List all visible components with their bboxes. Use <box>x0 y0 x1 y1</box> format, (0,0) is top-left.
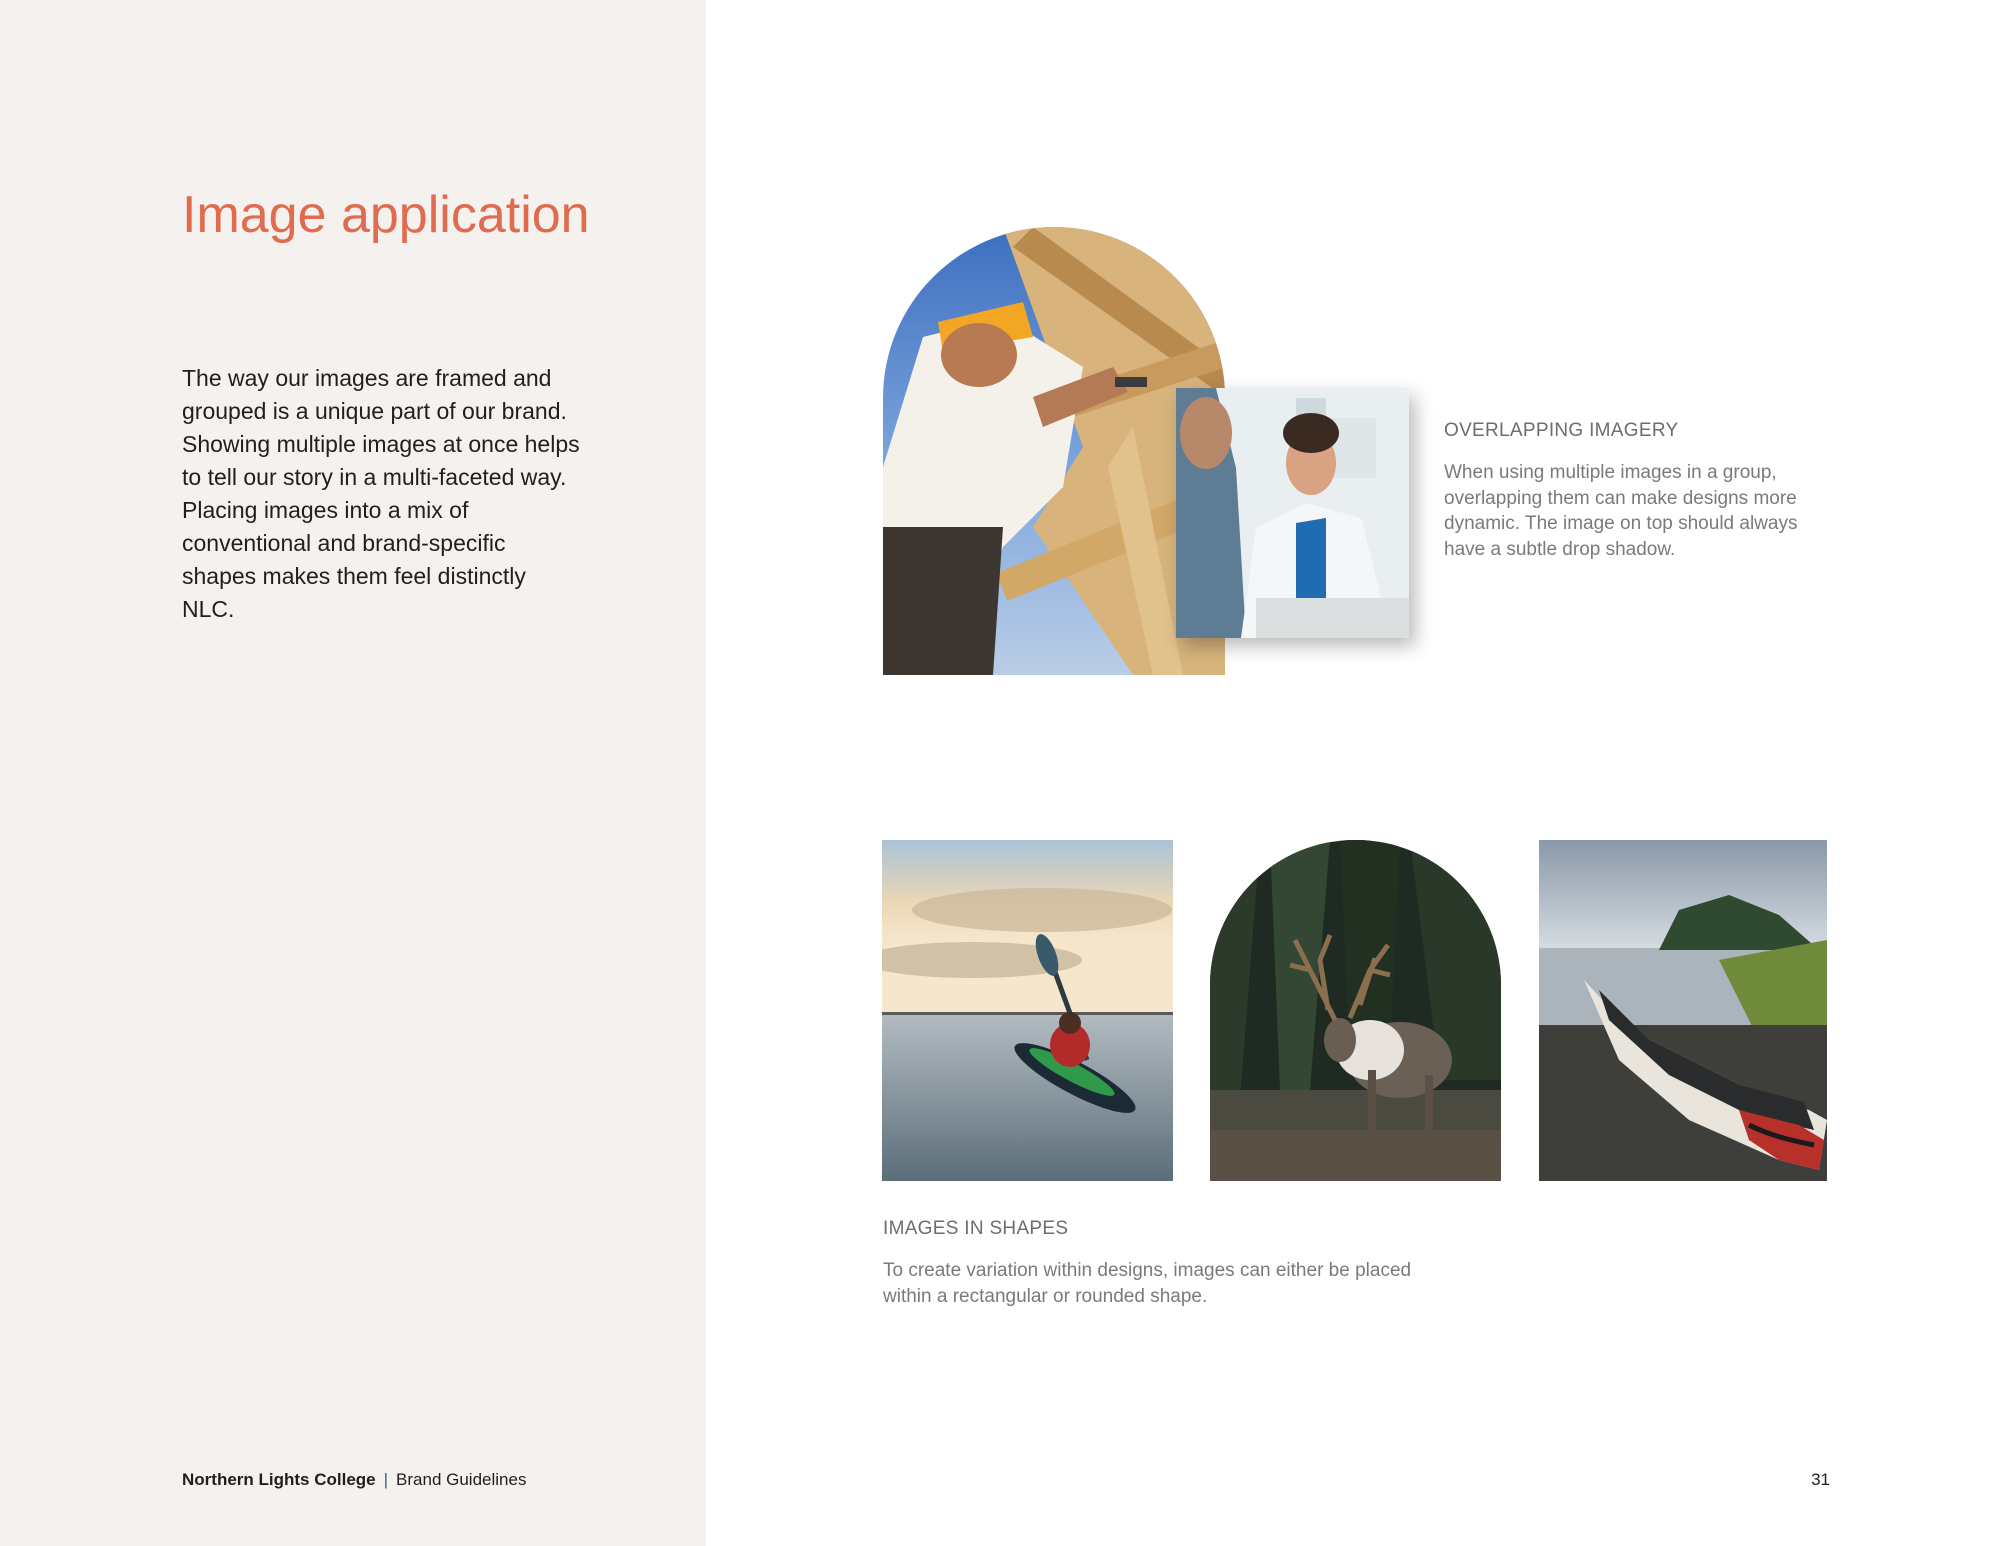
page-title: Image application <box>182 186 590 244</box>
footer-document-title: Brand Guidelines <box>396 1470 527 1489</box>
footer-organization: Northern Lights College <box>182 1470 376 1489</box>
canoe-photo <box>1539 840 1827 1181</box>
intro-paragraph: The way our images are framed and grouped is a unique part of our brand. Showing multiple images at once helps to tell our story in a multi-faceted way. Placing images into a mix of conventional and brand-specific shapes makes them feel distinctly NLC. <box>182 365 580 622</box>
images-in-shapes-heading: IMAGES IN SHAPES <box>883 1218 1069 1239</box>
kayaker-photo <box>882 840 1173 1181</box>
caribou-photo <box>1210 840 1501 1181</box>
footer-separator: | <box>383 1470 389 1489</box>
overlapping-imagery-description: When using multiple images in a group, overlapping them can make designs more dynamic. The image on top should always have a subtle drop shadow. <box>1444 462 1798 560</box>
page-number: 31 <box>1811 1470 1830 1489</box>
left-panel <box>0 0 706 1546</box>
images-in-shapes-description: To create variation within designs, images can either be placed within a rectangular or rounded shape. <box>883 1260 1412 1307</box>
footer <box>182 1470 526 1490</box>
overlapping-imagery-heading: OVERLAPPING IMAGERY <box>1444 420 1679 441</box>
construction-worker-photo <box>883 227 1225 675</box>
doctor-photo <box>1176 388 1409 638</box>
